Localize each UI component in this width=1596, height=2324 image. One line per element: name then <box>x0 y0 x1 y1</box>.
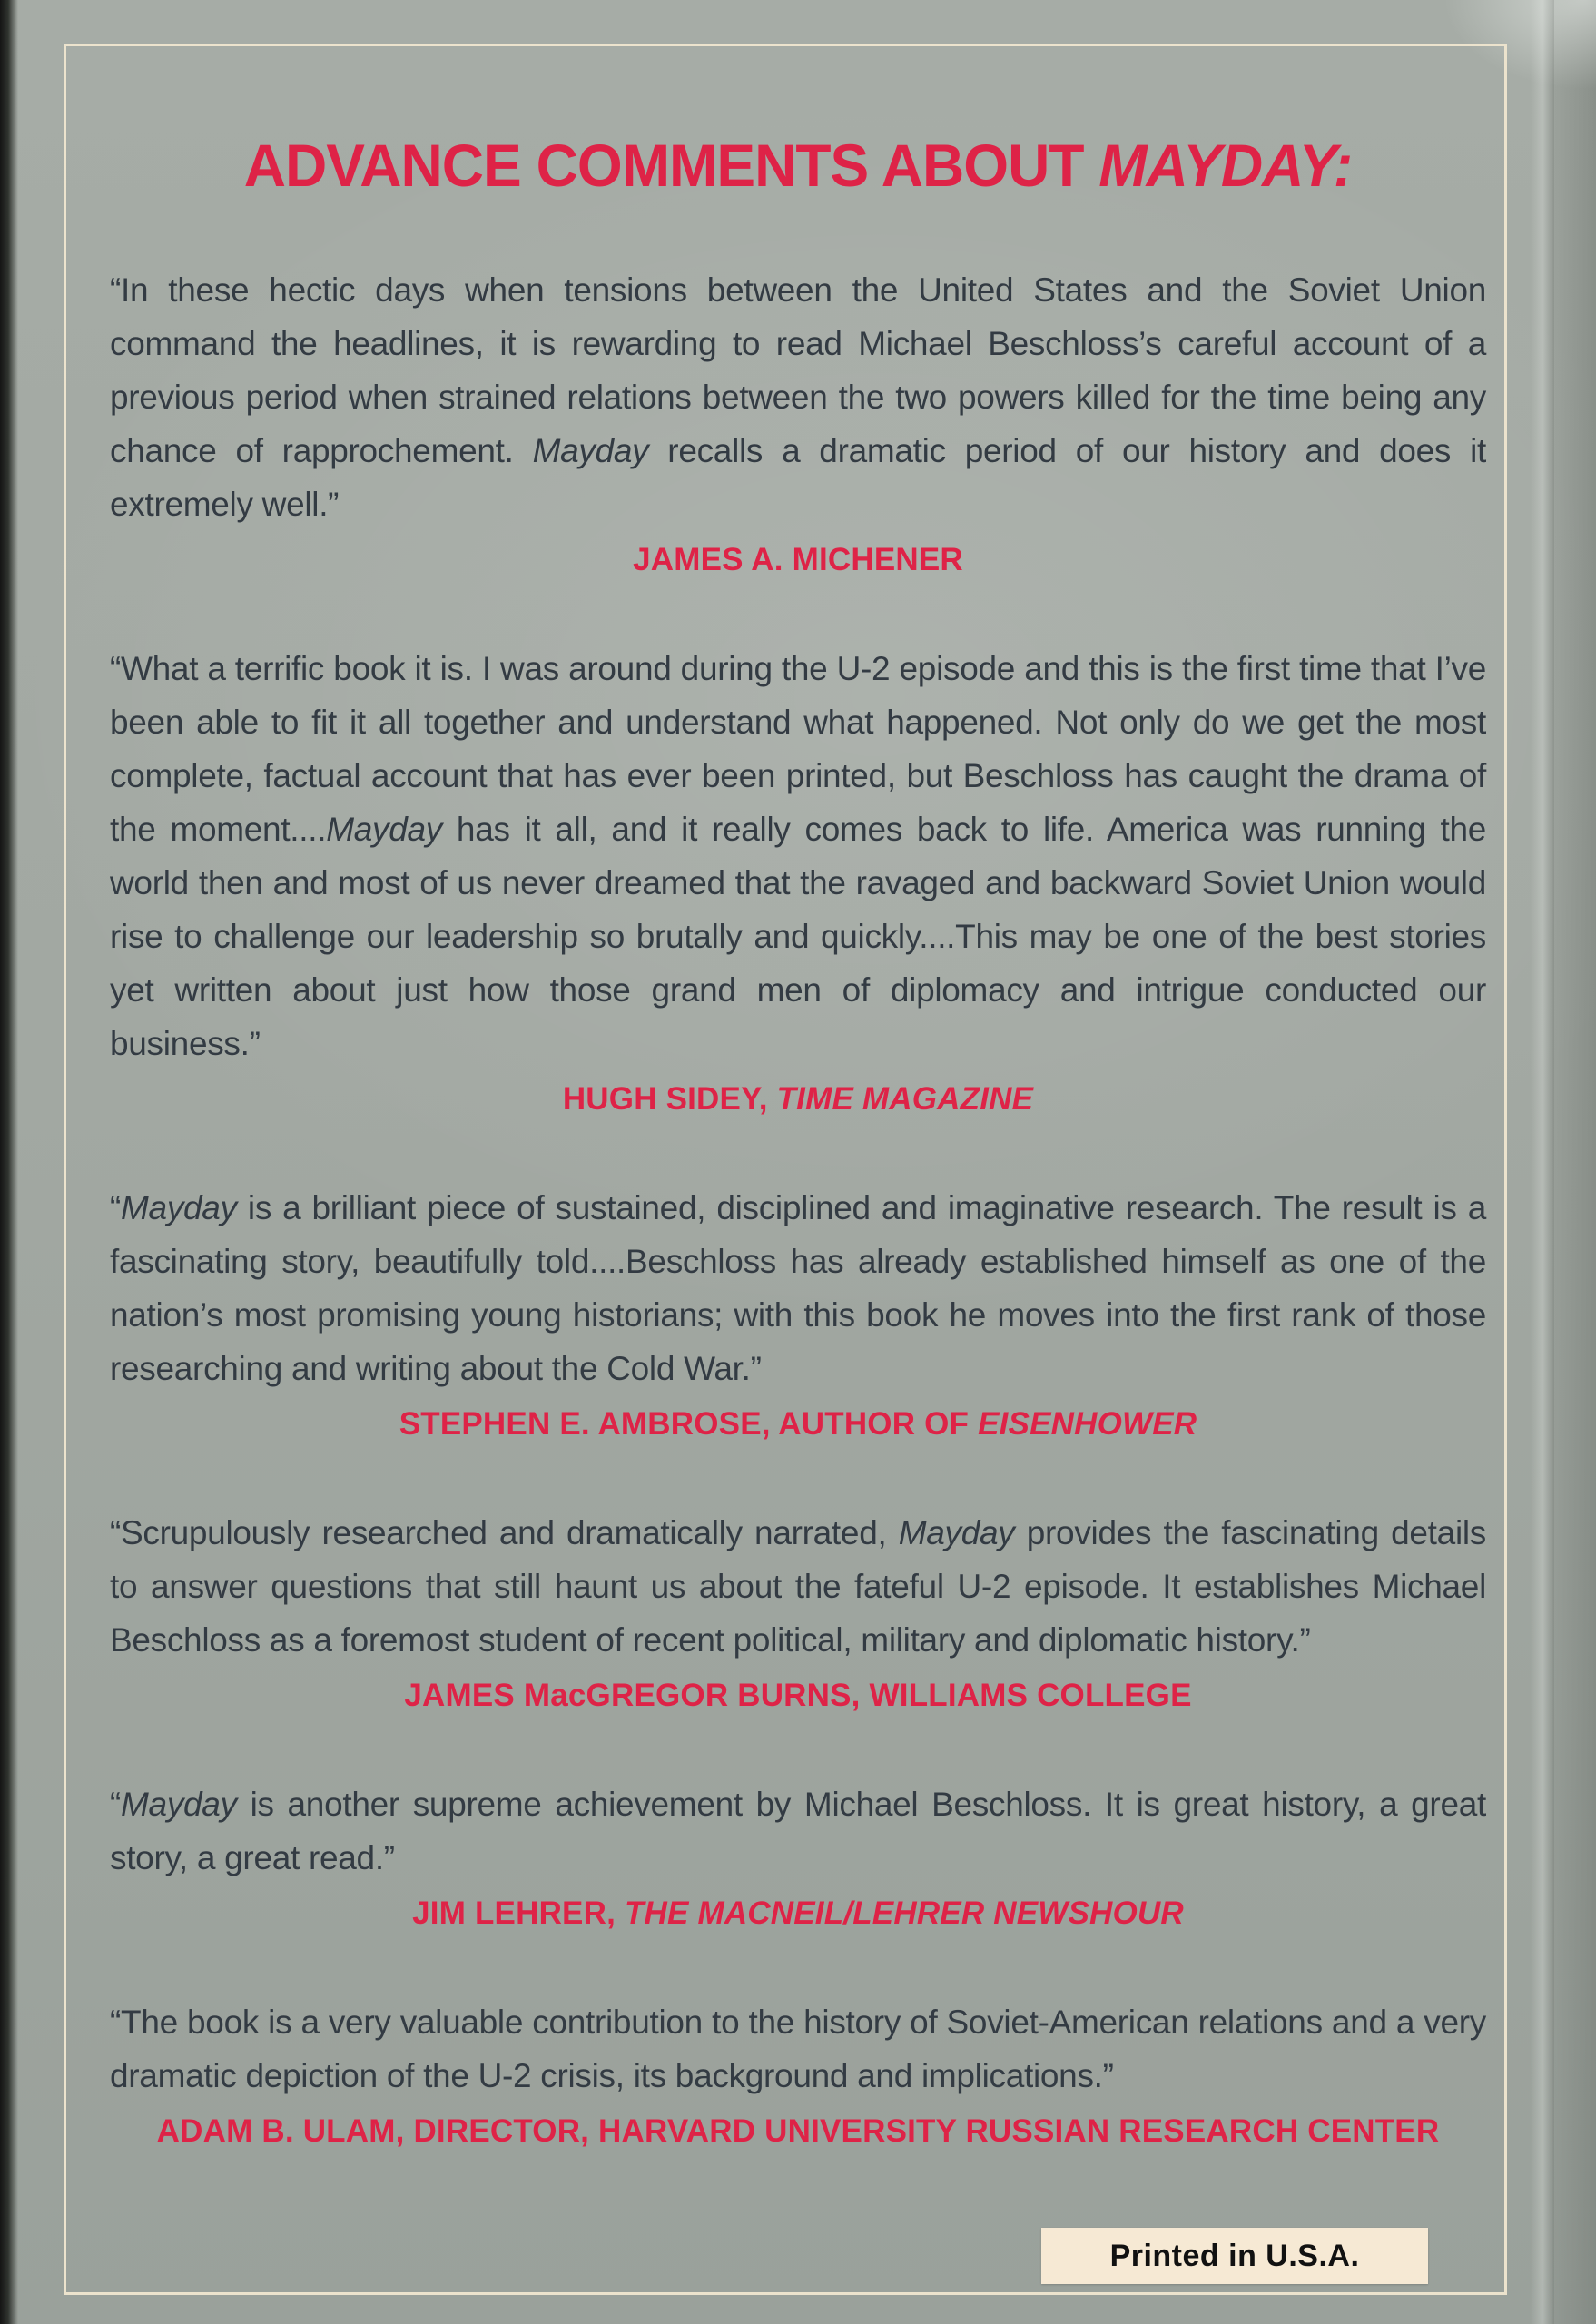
text-segment: “The book is a very valuable contribution to the history of Soviet-American relations and a very dramatic depiction of the U-2 crisis, its background and implications.” <box>110 2004 1486 2094</box>
quote-text <box>110 1777 1486 1885</box>
quote-block <box>110 263 1486 578</box>
quote-text <box>110 1995 1486 2102</box>
text-segment: HUGH SIDEY, <box>562 1081 777 1117</box>
quote-text <box>110 1506 1486 1667</box>
book-title-italic: Mayday <box>121 1189 237 1226</box>
quote-attribution <box>110 1081 1486 1118</box>
text-segment: ADAM B. ULAM, DIRECTOR, HARVARD UNIVERSITY RUSSIAN RESEARCH CENTER <box>156 2113 1440 2149</box>
quote-block <box>110 1995 1486 2150</box>
page-title-book-name: MAYDAY: <box>1098 132 1353 199</box>
quote-text <box>110 263 1486 531</box>
text-segment: is a brilliant piece of sustained, disciplined and imaginative research. The result is a fascinating story, beautifully told....Beschloss has already established himself as one of the nation’s most promising young historians; with this book he moves into the first rank of those researching and writing about the Cold War.” <box>110 1189 1486 1387</box>
text-segment: STEPHEN E. AMBROSE, AUTHOR OF <box>399 1406 979 1442</box>
printed-label-sticker <box>1041 2228 1428 2284</box>
quote-attribution <box>110 2113 1486 2150</box>
text-segment: JIM LEHRER, <box>412 1896 625 1931</box>
text-segment: recalls a dramatic period of our history and does it extremely well.” <box>110 432 1486 523</box>
book-title-italic: Mayday <box>121 1786 237 1823</box>
quote-text <box>110 642 1486 1070</box>
text-segment: “ <box>110 1189 122 1226</box>
book-title-italic: THE MACNEIL/LEHRER NEWSHOUR <box>624 1896 1184 1931</box>
quote-attribution <box>110 1406 1486 1443</box>
quote-attribution <box>110 1896 1486 1932</box>
text-segment: JAMES MacGREGOR BURNS, WILLIAMS COLLEGE <box>404 1678 1192 1713</box>
text-segment: “Scrupulously researched and dramatically narrated, <box>110 1514 899 1551</box>
quotes-section <box>110 263 1486 2150</box>
printed-label: Printed in U.S.A. <box>1109 2238 1360 2273</box>
book-title-italic: TIME MAGAZINE <box>776 1081 1034 1117</box>
text-segment: provides the fascinating details to answer questions that still haunt us about the fateful U-2 episode. It establishes Michael Beschloss as a foremost student of recent political, military and diplomatic history.” <box>110 1514 1486 1659</box>
cover-content <box>110 131 1486 2150</box>
text-segment: is another supreme achievement by Michael Beschloss. It is great history, a great story, a great read.” <box>110 1786 1486 1876</box>
quote-attribution <box>110 542 1486 578</box>
text-segment: “ <box>110 1786 122 1823</box>
text-segment: JAMES A. MICHENER <box>633 542 963 577</box>
book-title-italic: Mayday <box>898 1514 1015 1551</box>
book-title-italic: EISENHOWER <box>978 1406 1197 1442</box>
quote-block <box>110 1181 1486 1443</box>
paper-crease <box>1531 0 1554 2324</box>
quote-block <box>110 1777 1486 1932</box>
quote-text <box>110 1181 1486 1395</box>
book-title-italic: Mayday <box>532 432 649 469</box>
text-segment: has it all, and it really comes back to life. America was running the world then and most of us never dreamed that the ravaged and backward Soviet Union would rise to challenge our leadership so brutally and quickly....This may be one of the best stories yet written about just how those grand men of diplomacy and intrigue conducted our business.” <box>110 811 1487 1062</box>
text-segment: “What a terrific book it is. I was around during the U-2 episode and this is the first time that I’ve been able to fit it all together and understand what happened. Not only do we get the most complete, factual account that has ever been printed, but Beschloss has caught the drama of the moment.... <box>110 650 1486 848</box>
text-segment: “In these hectic days when tensions between the United States and the Soviet Union command the headlines, it is rewarding to read Michael Beschloss’s careful account of a previous period when strained relations between the two powers killed for the time being any chance of rapprochement. <box>110 271 1486 469</box>
quote-attribution <box>110 1678 1486 1714</box>
book-title-italic: Mayday <box>326 811 442 848</box>
quote-block <box>110 1506 1486 1714</box>
scan-edge-shadow-left <box>0 0 18 2324</box>
page-title-text: ADVANCE COMMENTS ABOUT <box>243 132 1099 199</box>
page-title <box>131 131 1466 200</box>
quote-block <box>110 642 1486 1118</box>
